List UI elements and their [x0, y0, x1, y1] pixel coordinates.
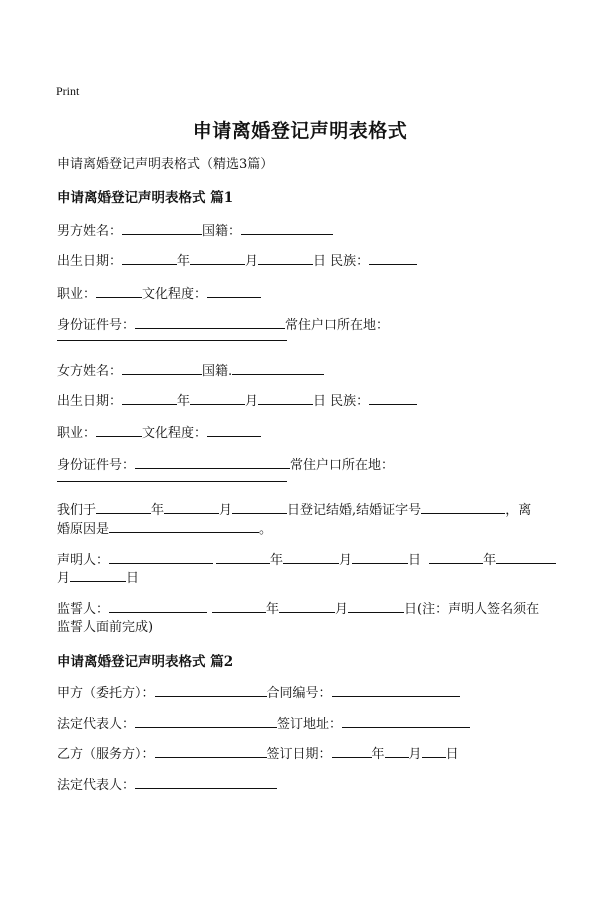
- year-label: 年: [270, 553, 284, 568]
- supervisor-signature-blank[interactable]: [109, 599, 207, 613]
- month-label: 月: [339, 553, 353, 568]
- female-occupation-row: [57, 422, 261, 441]
- residence-label: 常住户口所在地：: [285, 318, 390, 333]
- year-label: 年: [177, 254, 191, 269]
- female-residence-blank[interactable]: [57, 481, 287, 482]
- supervisor-note-a: 日(注：声明人签名须在: [404, 602, 540, 617]
- education-label: 文化程度：: [142, 287, 208, 302]
- male-id-row: [57, 314, 389, 333]
- party-a-blank[interactable]: [155, 683, 267, 697]
- month-label: 月: [57, 571, 71, 586]
- female-ethnic-blank[interactable]: [369, 391, 417, 405]
- party-b-label: 乙方（服务方）：: [57, 747, 155, 762]
- male-occupation-row: [57, 283, 261, 302]
- month-label: 月: [219, 503, 233, 518]
- male-education-blank[interactable]: [207, 284, 261, 298]
- marriage-month-blank[interactable]: [164, 500, 219, 514]
- legal-rep-label: 法定代表人：: [57, 778, 136, 793]
- male-id-blank[interactable]: [135, 315, 285, 329]
- male-name-label: 男方姓名：: [57, 224, 123, 239]
- divorce-tail-label: ，离: [505, 503, 532, 518]
- male-birth-row: [57, 250, 417, 269]
- declarant-year2-blank[interactable]: [429, 550, 483, 564]
- female-name-label: 女方姓名：: [57, 364, 123, 379]
- residence-label: 常住户口所在地：: [290, 458, 395, 473]
- declarant-row-cont: [57, 567, 139, 586]
- supervisor-note-b: 监誓人面前完成): [57, 620, 154, 635]
- female-nationality-blank[interactable]: [232, 361, 324, 375]
- certificate-number-blank[interactable]: [421, 500, 505, 514]
- legal-rep-a-row: [57, 713, 470, 732]
- declarant-row: [57, 549, 556, 568]
- id-number-label: 身份证件号：: [57, 458, 136, 473]
- female-education-blank[interactable]: [207, 423, 261, 437]
- declarant-day-blank[interactable]: [352, 550, 408, 564]
- year-label: 年: [266, 602, 280, 617]
- supervisor-label: 监誓人：: [57, 602, 110, 617]
- sign-place-label: 签订地址：: [277, 717, 343, 732]
- contract-no-label: 合同编号：: [266, 686, 332, 701]
- page-title: 申请离婚登记声明表格式: [192, 120, 408, 142]
- declarant-label: 声明人：: [57, 553, 110, 568]
- female-id-blank[interactable]: [135, 455, 290, 469]
- declarant-day2-blank[interactable]: [70, 568, 126, 582]
- divorce-reason-row: [57, 518, 272, 537]
- id-number-label: 身份证件号：: [57, 318, 136, 333]
- female-birth-row: [57, 390, 417, 409]
- month-label: 月: [245, 394, 259, 409]
- supervisor-month-blank[interactable]: [279, 599, 335, 613]
- male-nationality-blank[interactable]: [241, 221, 333, 235]
- year-label: 年: [371, 747, 385, 762]
- female-birth-label: 出生日期：: [57, 394, 123, 409]
- female-birth-day-blank[interactable]: [258, 391, 313, 405]
- sign-year-blank[interactable]: [332, 744, 372, 758]
- supervisor-year-blank[interactable]: [212, 599, 266, 613]
- male-residence-blank[interactable]: [57, 340, 287, 341]
- legal-rep-a-blank[interactable]: [135, 714, 277, 728]
- we-on-label: 我们于: [57, 503, 97, 518]
- section-1-heading: 申请离婚登记声明表格式 篇1: [57, 190, 234, 206]
- year-label: 年: [177, 394, 191, 409]
- male-nationality-label: 国籍：: [202, 224, 242, 239]
- male-birth-label: 出生日期：: [57, 254, 123, 269]
- female-name-row: [57, 360, 324, 379]
- male-birth-month-blank[interactable]: [190, 251, 245, 265]
- male-occupation-blank[interactable]: [96, 284, 142, 298]
- female-nationality-label: 国籍.: [202, 364, 233, 379]
- day-label: 日: [445, 747, 459, 762]
- male-birth-day-blank[interactable]: [258, 251, 313, 265]
- party-b-blank[interactable]: [155, 744, 267, 758]
- day-label: 日: [126, 571, 140, 586]
- month-label: 月: [245, 254, 259, 269]
- occupation-label: 职业：: [57, 426, 97, 441]
- occupation-label: 职业：: [57, 287, 97, 302]
- female-id-row: [57, 454, 394, 473]
- month-label: 月: [408, 747, 422, 762]
- divorce-reason-blank[interactable]: [109, 519, 259, 533]
- male-birth-year-blank[interactable]: [122, 251, 177, 265]
- party-a-row: [57, 682, 460, 701]
- female-name-blank[interactable]: [122, 361, 202, 375]
- supervisor-day-blank[interactable]: [348, 599, 404, 613]
- period: 。: [259, 522, 273, 537]
- sign-day-blank[interactable]: [422, 744, 446, 758]
- declarant-signature-blank[interactable]: [109, 550, 213, 564]
- year-label: 年: [483, 553, 497, 568]
- sign-place-blank[interactable]: [342, 714, 470, 728]
- male-name-row: [57, 220, 333, 239]
- party-b-row: [57, 743, 459, 762]
- declarant-year-blank[interactable]: [216, 550, 270, 564]
- print-link[interactable]: Print: [56, 84, 80, 98]
- marriage-registered-label: 日登记结婚,结婚证字号: [287, 503, 422, 518]
- year-label: 年: [151, 503, 165, 518]
- female-birth-year-blank[interactable]: [122, 391, 177, 405]
- legal-rep-label: 法定代表人：: [57, 717, 136, 732]
- legal-rep-b-row: [57, 774, 277, 793]
- page-subtitle: 申请离婚登记声明表格式（精选3篇）: [57, 157, 274, 172]
- day-ethnic-label: 日 民族：: [313, 254, 370, 269]
- contract-no-blank[interactable]: [332, 683, 460, 697]
- supervisor-row: [57, 598, 539, 617]
- marriage-row: [57, 499, 531, 518]
- female-birth-month-blank[interactable]: [190, 391, 245, 405]
- section-2-heading: 申请离婚登记声明表格式 篇2: [57, 654, 234, 670]
- declarant-month-blank[interactable]: [283, 550, 339, 564]
- legal-rep-b-blank[interactable]: [135, 775, 277, 789]
- supervisor-note-row: [57, 616, 153, 635]
- party-a-label: 甲方（委托方）：: [57, 686, 155, 701]
- sign-month-blank[interactable]: [385, 744, 409, 758]
- declarant-month2-blank[interactable]: [496, 550, 556, 564]
- divorce-reason-label: 婚原因是: [57, 522, 110, 537]
- day-label: 日: [408, 553, 422, 568]
- female-occupation-blank[interactable]: [96, 423, 142, 437]
- day-ethnic-label: 日 民族：: [313, 394, 370, 409]
- sign-date-label: 签订日期：: [266, 747, 332, 762]
- male-name-blank[interactable]: [122, 221, 202, 235]
- month-label: 月: [335, 602, 349, 617]
- education-label: 文化程度：: [142, 426, 208, 441]
- marriage-year-blank[interactable]: [96, 500, 151, 514]
- marriage-day-blank[interactable]: [232, 500, 287, 514]
- male-ethnic-blank[interactable]: [369, 251, 417, 265]
